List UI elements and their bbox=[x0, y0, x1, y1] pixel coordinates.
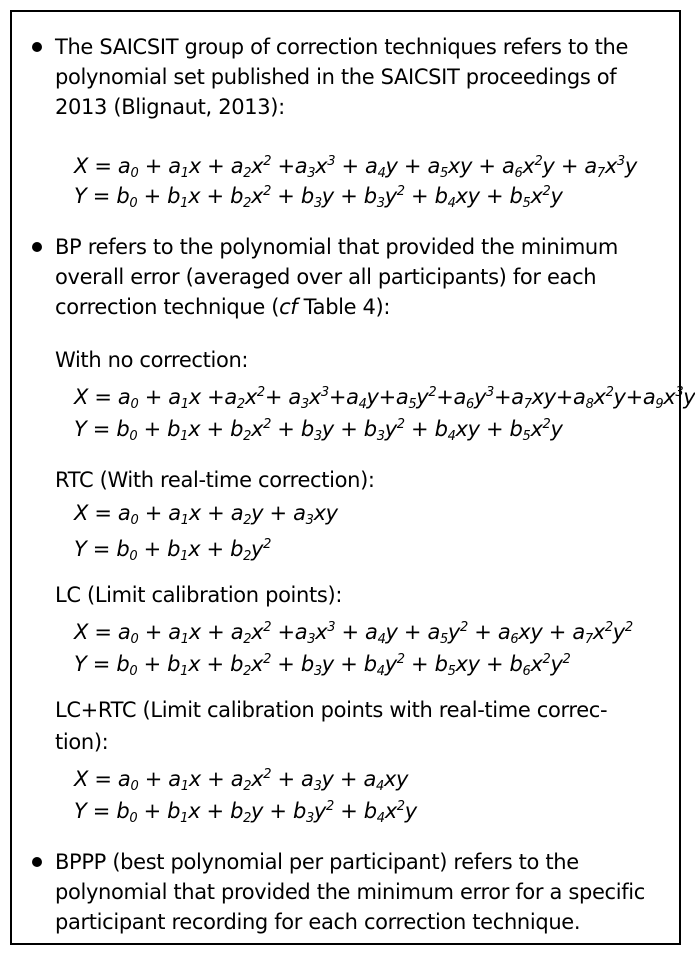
equation-none-x: $X = a_0 + a_1x +a_2x^2+ a_3x^3+a_4y+a_5y^2+a_6y^3+a_7xy+a_8x^2y+a_9x^3y$ bbox=[74, 385, 695, 412]
bullet-bppp-text: BPPP (best polynomial per participant) refers to the polynomial that provided the minimum error for a specific participant recording for each correction technique. bbox=[55, 850, 645, 934]
document-box bbox=[10, 10, 695, 945]
section-rtc: RTC (With real-time correction): bbox=[55, 468, 375, 492]
bullet-dot-icon bbox=[32, 857, 42, 867]
section-no-correction: With no correction: bbox=[55, 348, 249, 372]
bullet-dot-icon bbox=[32, 242, 42, 252]
bullet-saicsit-text: The SAICSIT group of correction techniques refers to the polynomial set published in the SAICSIT proceedings of 2013 (Blignaut, 2013): bbox=[55, 35, 629, 119]
equation-rtc-x: $X = a_0 + a_1x + a_2y + a_3xy$ bbox=[74, 501, 338, 528]
equation-rtc-y: $Y = b_0 + b_1x + b_2y^2$ bbox=[74, 537, 271, 564]
section-lc: LC (Limit calibration points): bbox=[55, 583, 343, 607]
equation-lcrtc-x: $X = a_0 + a_1x + a_2x^2 + a_3y + a_4xy$ bbox=[74, 767, 409, 794]
equation-lcrtc-y: $Y = b_0 + b_1x + b_2y + b_3y^2 + b_4x^2y$ bbox=[74, 799, 417, 826]
equation-lc-x: $X = a_0 + a_1x + a_2x^2 +a_3x^3 + a_4y + a_5y^2 + a_6xy + a_7x^2y^2$ bbox=[74, 620, 633, 647]
bullet-dot-icon bbox=[32, 42, 42, 52]
equation-saicsit-y: $Y = b_0 + b_1x + b_2x^2 + b_3y + b_3y^2 + b_4xy + b_5x^2y$ bbox=[74, 184, 563, 211]
section-lc-rtc-line1: LC+RTC (Limit calibration points with real-time correc- bbox=[55, 698, 608, 722]
equation-saicsit-x: $X = a_0 + a_1x + a_2x^2 +a_3x^3 + a_4y + a_5xy + a_6x^2y + a_7x^3y$ bbox=[74, 154, 637, 181]
equation-none-y: $Y = b_0 + b_1x + b_2x^2 + b_3y + b_3y^2 + b_4xy + b_5x^2y$ bbox=[74, 417, 563, 444]
equation-lc-y: $Y = b_0 + b_1x + b_2x^2 + b_3y + b_4y^2 + b_5xy + b_6x^2y^2$ bbox=[74, 652, 571, 679]
section-lc-rtc-line2: tion): bbox=[55, 730, 109, 754]
bullet-bp-text: BP refers to the polynomial that provided the minimum overall error (averaged over all participants) for each correction technique (cf Table 4): bbox=[55, 235, 619, 319]
